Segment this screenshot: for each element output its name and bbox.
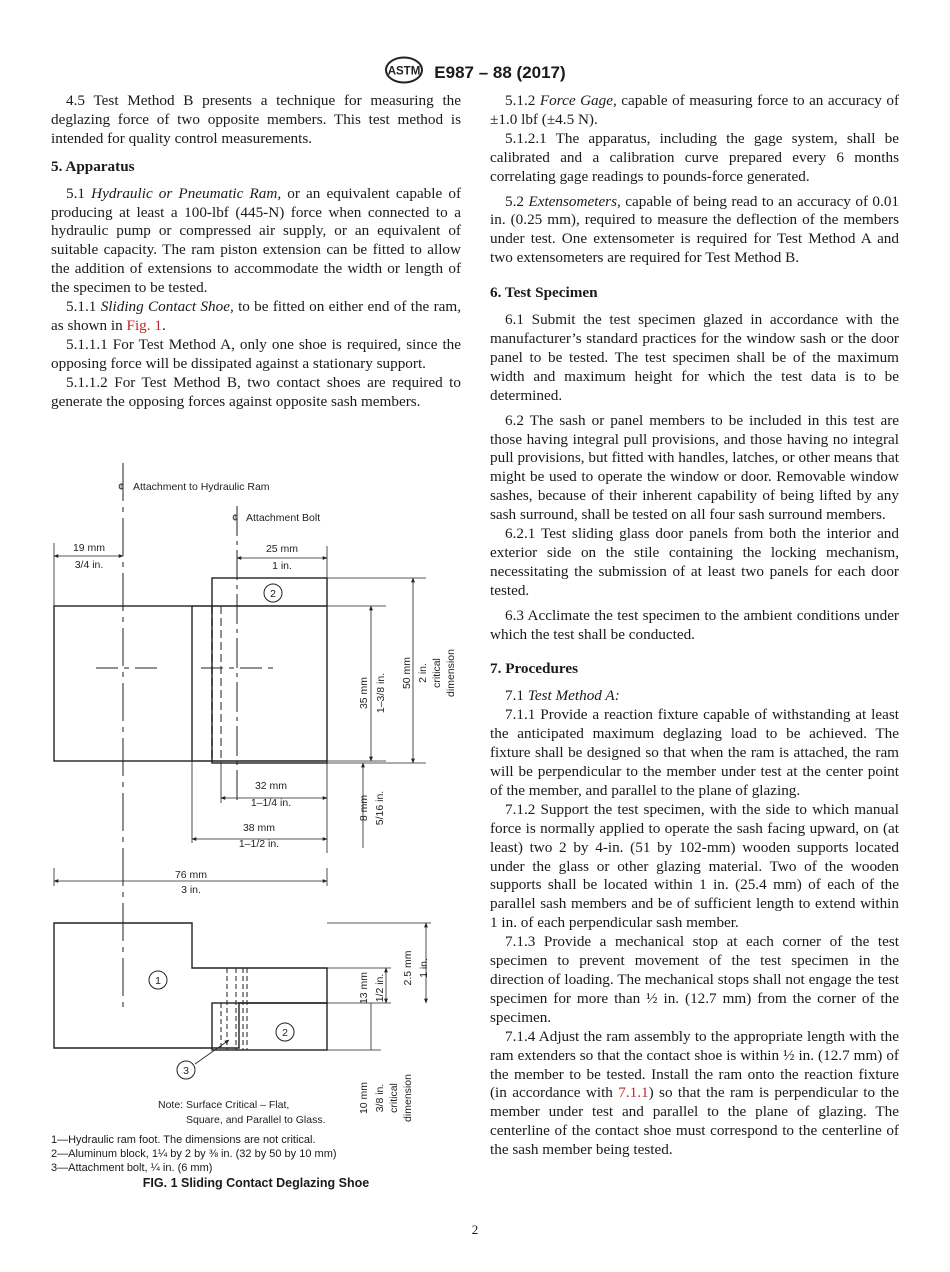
dim-2-5mm: 2.5 mm	[402, 950, 414, 986]
dim-25mm-in: 1 in.	[272, 560, 292, 572]
label-attachment-bolt: Attachment Bolt	[246, 512, 321, 524]
standard-designation: E987 – 88 (2017)	[434, 62, 566, 82]
dim-8mm: 8 mm	[358, 794, 370, 822]
astm-logo-text: ASTM	[388, 65, 421, 78]
dim-2-5mm-in: 1 in.	[418, 958, 430, 978]
dim-38mm: 38 mm	[242, 822, 276, 834]
dim-10mm-dimension: dimension	[402, 1074, 414, 1122]
page-number: 2	[471, 1222, 479, 1237]
page-header	[0, 56, 950, 89]
dim-19mm: 19 mm	[72, 542, 106, 554]
section-5-1-1-1: 5.1.1.1 For Test Method A, only one shoe is required, since the opposing force will be dissipated against a stationary support.	[51, 335, 461, 372]
dim-76mm: 76 mm	[174, 869, 208, 881]
dim-10mm-in: 3/8 in.	[374, 1083, 386, 1113]
section-7-1-3: 7.1.3 Provide a mechanical stop at each corner of the test specimen to prevent movement of the test specimen in the direction of loading. The mechanical stops shall not engage the test specimen for more than ½ in. (12.7 mm) from the corner of the specimen.	[490, 933, 899, 1026]
section-4-5: 4.5 Test Method B presents a technique for measuring the deglazing force of two opposite members. This test method is intended for quality control measurements.	[51, 92, 461, 147]
section-5-1-1: 5.1.1 Sliding Contact Shoe, to be fitted on either end of the ram, as shown in Fig. 1.	[51, 298, 462, 334]
dim-50mm: 50 mm	[401, 656, 413, 690]
dim-10mm: 10 mm	[358, 1081, 370, 1115]
heading-apparatus: 5. Apparatus	[51, 157, 135, 175]
astm-logo-icon	[384, 56, 424, 89]
section-7-1: 7.1 Test Method A:	[505, 687, 620, 705]
heading-test-specimen: 6. Test Specimen	[490, 284, 598, 302]
right-column	[490, 92, 899, 1160]
deglazing-shoe-drawing	[51, 458, 461, 1133]
section-6-2: 6.2 The sash or panel members to be included in this test are those having integral pull provisions, and those having no integral pull provisions, but fitted with handles, latches, or other means that might be used to operate the window or door. Removable window sashes, because of their inherent capability of being lifted by any sash surround, shall be tested on all four sash surround members.	[490, 411, 899, 524]
section-5-1-1-2: 5.1.1.2 For Test Method B, two contact shoes are required to generate the opposing forces against opposite sash members.	[51, 373, 461, 410]
dim-38mm-in: 1–1/2 in.	[238, 838, 280, 850]
legend-item-2: 2—Aluminum block, 1¼ by 2 by ⅜ in. (32 by 50 by 10 mm)	[51, 1148, 337, 1160]
section-5-2: 5.2 Extensometers, capable of being read to an accuracy of 0.01 in. (0.25 mm), required to measure the deflection of the members under test. One extensometer is required for Test Method A and two extensometers are required for Test Method B.	[490, 192, 900, 267]
legend-item-3: 3—Attachment bolt, ¼ in. (6 mm)	[51, 1162, 213, 1174]
dim-13mm: 13 mm	[358, 971, 370, 1005]
section-5-1-2-1: 5.1.2.1 The apparatus, including the gage system, shall be calibrated and a calibration curve prepared every 6 months correlating gage readings to pounds-force generated.	[490, 129, 899, 185]
callout-2-top-label: 2	[270, 588, 276, 600]
figure-1	[51, 458, 461, 1190]
bolt-centerline-symbol: ¢	[232, 512, 238, 524]
dim-32mm-in: 1–1/4 in.	[250, 797, 292, 809]
dim-19mm-in: 3/4 in.	[74, 559, 104, 571]
dim-25mm: 25 mm	[265, 543, 299, 555]
dim-10mm-critical: critical	[388, 1083, 400, 1113]
section-5-1-2: 5.1.2 Force Gage, capable of measuring force to an accuracy of ±1.0 lbf (±4.5 N).	[490, 92, 899, 128]
dim-13mm-in: 1/2 in.	[374, 973, 386, 1003]
section-6-2-1: 6.2.1 Test sliding glass door panels from both the interior and exterior side on the stile containing the locking mechanism, necessitating the submission of at least two panels for each door tested.	[490, 525, 899, 599]
figure-caption: FIG. 1 Sliding Contact Deglazing Shoe	[142, 1176, 370, 1190]
dim-50mm-in: 2 in.	[417, 663, 429, 683]
section-7-1-2: 7.1.2 Support the test specimen, with the side to which manual force is normally applied to operate the sash facing upward, on (at least) two 2 by 4-in. (51 by 102-mm) wooden supports located under the glass or other glazing material. Two of the wooden supports shall be located within 1 in. (25.4 mm) of each of the parallel sash members and be of sufficient length to extend within 1 in. of each perpendicular sash member.	[490, 800, 899, 932]
fig-1-link[interactable]: Fig. 1	[126, 316, 162, 334]
section-5-1: 5.1 Hydraulic or Pneumatic Ram, or an equivalent capable of producing at least a 100-lbf (445-N) force when connected to a hydraulic pump or compressed air supply, or an equivalent of suitable capacity. The ram piston extension can be fitted to allow the addition of extensions to accommodate the width or length of the specimen to be tested.	[51, 184, 462, 297]
dim-32mm: 32 mm	[254, 780, 288, 792]
dim-35mm-in: 1–3/8 in.	[375, 672, 387, 714]
left-column	[51, 92, 461, 412]
side-view-aluminum-block	[212, 1003, 327, 1050]
dim-50mm-critical: critical	[431, 658, 443, 688]
callout-1-label: 1	[155, 975, 161, 987]
label-attachment-ram: Attachment to Hydraulic Ram	[133, 481, 270, 493]
heading-procedures: 7. Procedures	[490, 660, 579, 678]
section-7-1-4: 7.1.4 Adjust the ram assembly to the appropriate length with the ram extenders so that the contact shoe is within ½ in. (12.7 mm) of the member to be tested. Install the ram onto the reaction fixture (in accordance with 7.1.1) so that the ram is perpendicular to the member under test and parallel to the plane of glazing. The centerline of the contact shoe must correspond to the centerline of the sash member being tested.	[490, 1027, 900, 1159]
dim-8mm-in: 5/16 in.	[374, 790, 386, 826]
section-6-1: 6.1 Submit the test specimen glazed in accordance with the manufacturer’s standard practices for the window sash or the door panel to be tested. The test specimen shall be of the maximum width and maximum height for which the test data is to be determined.	[490, 311, 899, 404]
ram-centerline-symbol: ¢	[118, 481, 124, 493]
section-7-1-1-link[interactable]: 7.1.1	[618, 1084, 649, 1102]
note-line-2: Square, and Parallel to Glass.	[186, 1114, 326, 1126]
note-line-1: Note: Surface Critical – Flat,	[158, 1099, 290, 1111]
dim-35mm: 35 mm	[358, 676, 370, 710]
callout-3-label: 3	[183, 1065, 189, 1077]
section-6-3: 6.3 Acclimate the test specimen to the ambient conditions under which the test shall be conducted.	[490, 606, 899, 643]
section-7-1-1: 7.1.1 Provide a reaction fixture capable of withstanding at least the anticipated maximum deglazing load to be achieved. The fixture shall be designed so that when the ram is attached, the ram will be perpendicular to the member under test at the center point of the member, and parallel to the plane of glazing.	[490, 706, 899, 799]
dim-76mm-in: 3 in.	[181, 884, 201, 896]
dim-50mm-dimension: dimension	[445, 649, 457, 697]
callout-2-side-label: 2	[282, 1027, 288, 1039]
figure-legend	[51, 1133, 461, 1175]
legend-item-1: 1—Hydraulic ram foot. The dimensions are not critical.	[51, 1134, 316, 1146]
